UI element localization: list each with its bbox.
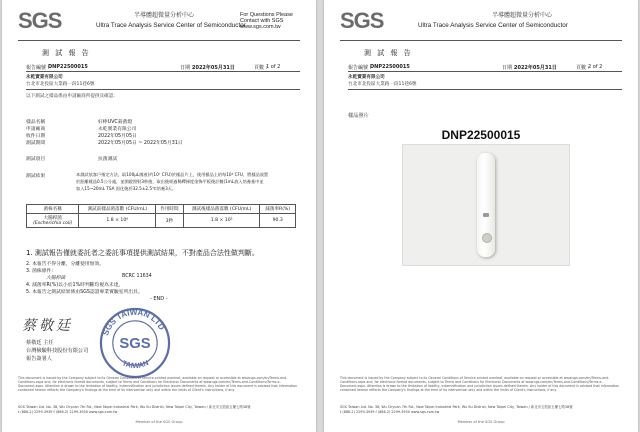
terms-fine-print: This document is issued by the Company subject to its General Conditions of Service printed overleaf, available on request or accessible at www.sgs.com/en/Terms-and-Conditions.aspx and, for electronic format documents, subject to Terms and Conditions for Electronic Documents at www.sgs.com/en/Terms-and-Conditions/Terms-e-Document.aspx. Attention is drawn to the limitation of liability, indemnification and jurisdiction issues defined therein. Any holder of this document is advised that information contained hereon reflects the Company's findings at the time of its intervention only and within the limits of Client's instructions, if any. (18, 376, 298, 392)
field-label: 樣品名稱 (26, 120, 46, 125)
divider (26, 89, 300, 90)
field-label: 測試期間 (26, 141, 46, 146)
signer-org: 台灣檢驗科技股份有限公司 (26, 348, 89, 354)
results-table (26, 204, 296, 228)
company-phone: t (886-2) 2299-3939 f (886-2) 2299-3930 www.sgs.com.tw (340, 410, 440, 414)
member-line: Member of the SGS Group (135, 420, 183, 424)
method-text: 本測試依客戶指定方法，取100μL菌液(約10⁷ CFU)於樣品片上，使用樣品上的每10⁴ CFU，將樣品放置 (76, 172, 269, 177)
company-seal (98, 306, 172, 380)
strain-name: 大腸桿菌 (46, 276, 66, 281)
divider (18, 40, 300, 41)
divider (340, 40, 622, 41)
client-name: 永乾實業有限公司 (348, 75, 385, 80)
end-marker: - END - (150, 296, 168, 302)
client-address: 台北市北投區大業路一段11巷6號 (26, 82, 95, 87)
company-phone: t (886-2) 2299-3939 f (886-2) 2299-3930 www.sgs.com.tw (18, 410, 118, 414)
column-header: 減菌率R(%) (260, 205, 296, 214)
divider (348, 71, 622, 72)
report-title: 測 試 報 告 (42, 49, 91, 57)
method-text: 加入15~20mL TSA 固化後於32.5±2.5℃培養3天。 (76, 186, 177, 191)
client-name: 永乾實業有限公司 (26, 75, 63, 80)
note-line: 2. 本報告不得分離，分離使用無效。 (26, 262, 105, 267)
column-header: 菌株名稱 (27, 205, 79, 214)
declaration: 以下測試之樣品係由申請廠商所提供及確認： (26, 94, 118, 99)
test-item-value: 抗菌測試 (98, 157, 118, 162)
column-header: 測試後樣品菌落數 (CFU/mL) (183, 205, 260, 214)
question-contact: For Questions Please Contact with SGS www.sgs.com.tw (240, 12, 293, 30)
signature: 蔡敬廷 (22, 318, 73, 334)
logo-mark (483, 213, 489, 217)
report-title: 測 試 報 告 (364, 49, 413, 57)
note-line: 3. 菌株條件： (26, 269, 57, 274)
reduction-cell: 90.3 (260, 214, 296, 228)
strain-cell: 大腸桿菌 (Escherichia coli) (27, 214, 79, 228)
field-label: 申請廠商 (26, 127, 46, 132)
center-name-cn: 半導體超微量分析中心 (134, 12, 195, 19)
after-count-cell: 1.8 × 10⁵ (183, 214, 260, 228)
svg-text:SGS: SGS (119, 336, 151, 353)
note-line: 1. 測試報告僅就委託者之委託事項提供測試結果，不對產品合法性做判斷。 (26, 249, 259, 257)
method-label: 測試結果 (26, 174, 46, 179)
signer-role: 報告簽署人 (26, 356, 52, 362)
field-value: 2022年05月05日 (98, 134, 137, 139)
uvc-lamp-image (477, 153, 495, 257)
company-address: SGS Taiwan Ltd. No. 38, Wu Chyuan 7th Rd., New Taipei Industrial Park, Wu Ku District, New Taipei City, Taiwan / 新北市五股區五權七路38號 (340, 405, 573, 409)
photo-section-title: 樣品照片 (348, 113, 369, 119)
power-button-image (482, 233, 492, 243)
svg-text:TAIWAN: TAIWAN (120, 358, 150, 371)
note-line: 4. 減菌率R(%)以小於1%時判斷均視為未達。 (26, 283, 124, 288)
field-label: 收件日期 (26, 134, 46, 139)
sample-photo (402, 144, 570, 266)
table-header-row (27, 205, 296, 214)
divider (348, 89, 622, 90)
signer-name: 蔡敬廷 主任 (26, 340, 54, 346)
method-text: 於距離樣品0.5公分處，並開啟照射3秒後，取出後經過稀釋梯度塗佈平板後計數(1mL放入培養基中並 (76, 179, 264, 184)
terms-fine-print: This document is issued by the Company subject to its General Conditions of Service printed overleaf, available on request or accessible at www.sgs.com/en/Terms-and-Conditions.aspx and, for electronic format documents, subject to Terms and Conditions for Electronic Documents at www.sgs.com/en/Terms-and-Conditions/Terms-e-Document.aspx. Attention is drawn to the limitation of liability, indemnification and jurisdiction issues defined therein. Any holder of this document is advised that information contained hereon reflects the Company's findings at the time of its intervention only and within the limits of Client's instructions, if any. (340, 376, 620, 392)
svg-text:SGS TAIWAN LTD: SGS TAIWAN LTD (101, 307, 167, 337)
report-page-1: SGS 半導體超微量分析中心 Ultra Trace Analysis Service Center of Semiconductor For Questions Please Contact with SGS www.sgs.com.tw 測 試 報 告 報告編號 : DNP22500015 日期 : 2022年05月31日 頁數 : 1 of 2 永乾實業有限公司 台北市北投區大業路一段11巷6號 以下測試之樣品係由申請廠商所提供及確認： 樣品名稱 好棒UVC殺菌燈 申請廠商 永乾實業有限公司 收件日期 2022年05月05日 測試期間 2022年05月05日 ~ 2022年05月31日 測試項目 抗菌測試 測試結果 本測試依客戶指定方法，取100μL菌液(約10⁷ CFU)於樣品片上，使用樣品上的每10⁴ CFU，將樣品放置 於距離樣品0.5公分處，並開啟照射3秒後，取出後經過稀釋梯度塗佈平板後計數(1mL放入培養基中並 加入15~20mL TSA 固化後於32.5±2.5℃培養3天。 菌株名稱 測試前樣品菌落數 (CFU/mL) 作用時間 測試後樣品菌落數 (CFU/mL) 減菌率R(%) 大腸桿菌 (Escherichia coli) 1.8 × 10⁶ 3秒 1.8 × 10⁵ 90.3 1. 測試報告僅就委託者之委託事項提供測試結果，不對產品合法性做判斷。 2. 本報告不得分離，分離使用無效。 3. 菌株條件： 大腸桿菌 BCRC 11634 4. 減菌率R(%)以小於1%時判斷均視為未達。 5. 本報告之測試結果係由SGS認證專業實驗室所出具。 - END - 蔡敬廷 SGS TAIWAN LTD TAIWAN SGS 蔡敬廷 主任 台灣檢驗科技股份有限公司 報告簽署人 This document is issued by the Company subject to its General Conditions of Service printed overleaf, available on request or accessible at www.sgs.com/en/Terms-and-Conditions.aspx and, for electronic format documents, subject to Terms and Conditions for Electronic Documents at www.sgs.com/en/Terms-and-Conditions/Terms-e-Document.aspx. Attention is drawn to the limitation of liability, indemnification and jurisdiction issues defined therein. Any holder of this document is advised that information contained hereon reflects the Company's findings at the time of its intervention only and within the limits of Client's instructions, if any. SGS Taiwan Ltd. No. 38, Wu Chyuan 7th Rd., New Taipei Industrial Park, Wu Ku District, New Taipei City, Taiwan / 新北市五股區五權七路38號 t (886-2) 2299-3939 f (886-2) 2299-3930 www.sgs.com.tw Member of the SGS Group (2, 0, 316, 432)
table-row (27, 214, 296, 228)
test-item-label: 測試項目 (26, 157, 46, 162)
member-line: Member of the SGS Group (457, 420, 505, 424)
strain-code: BCRC 11634 (122, 274, 152, 279)
center-name-en: Ultra Trace Analysis Service Center of Semiconductor (96, 22, 246, 29)
time-cell: 3秒 (156, 214, 184, 228)
before-count-cell: 1.8 × 10⁶ (79, 214, 156, 228)
company-address: SGS Taiwan Ltd. No. 38, Wu Chyuan 7th Rd., New Taipei Industrial Park, Wu Ku District, New Taipei City, Taiwan / 新北市五股區五權七路38號 (18, 405, 251, 409)
field-value: 永乾實業有限公司 (98, 127, 137, 132)
sample-id: DNP22500015 (441, 128, 521, 142)
field-value: 好棒UVC殺菌燈 (98, 120, 133, 125)
note-line: 5. 本報告之測試結果係由SGS認證專業實驗室所出具。 (26, 290, 143, 295)
sgs-logo: SGS (340, 8, 384, 33)
column-header: 作用時間 (156, 205, 184, 214)
center-name-cn: 半導體超微量分析中心 (492, 12, 553, 19)
sgs-logo: SGS (18, 8, 62, 33)
client-address: 台北市北投區大業路一段11巷6號 (348, 82, 417, 87)
divider (26, 71, 300, 72)
column-header: 測試前樣品菌落數 (CFU/mL) (79, 205, 156, 214)
center-name-en: Ultra Trace Analysis Service Center of Semiconductor (418, 22, 568, 29)
field-value: 2022年05月05日 ~ 2022年05月31日 (98, 141, 183, 146)
report-page-2: SGS 半導體超微量分析中心 Ultra Trace Analysis Service Center of Semiconductor 測 試 報 告 報告編號 : DNP22500015 日期 : 2022年05月31日 頁數 : 2 of 2 永乾實業有限公司 台北市北投區大業路一段11巷6號 樣品照片 DNP22500015 This document is issued by the Company subject to its General Conditions of Service printed overleaf, available on request or accessible at www.sgs.com/en/Terms-and-Conditions.aspx and, for electronic format documents, subject to Terms and Conditions for Electronic Documents at www.sgs.com/en/Terms-and-Conditions/Terms-e-Document.aspx. Attention is drawn to the limitation of liability, indemnification and jurisdiction issues defined therein. Any holder of this document is advised that information contained hereon reflects the Company's findings at the time of its intervention only and within the limits of Client's instructions, if any. SGS Taiwan Ltd. No. 38, Wu Chyuan 7th Rd., New Taipei Industrial Park, Wu Ku District, New Taipei City, Taiwan / 新北市五股區五權七路38號 t (886-2) 2299-3939 f (886-2) 2299-3930 www.sgs.com.tw Member of the SGS Group (324, 0, 638, 432)
